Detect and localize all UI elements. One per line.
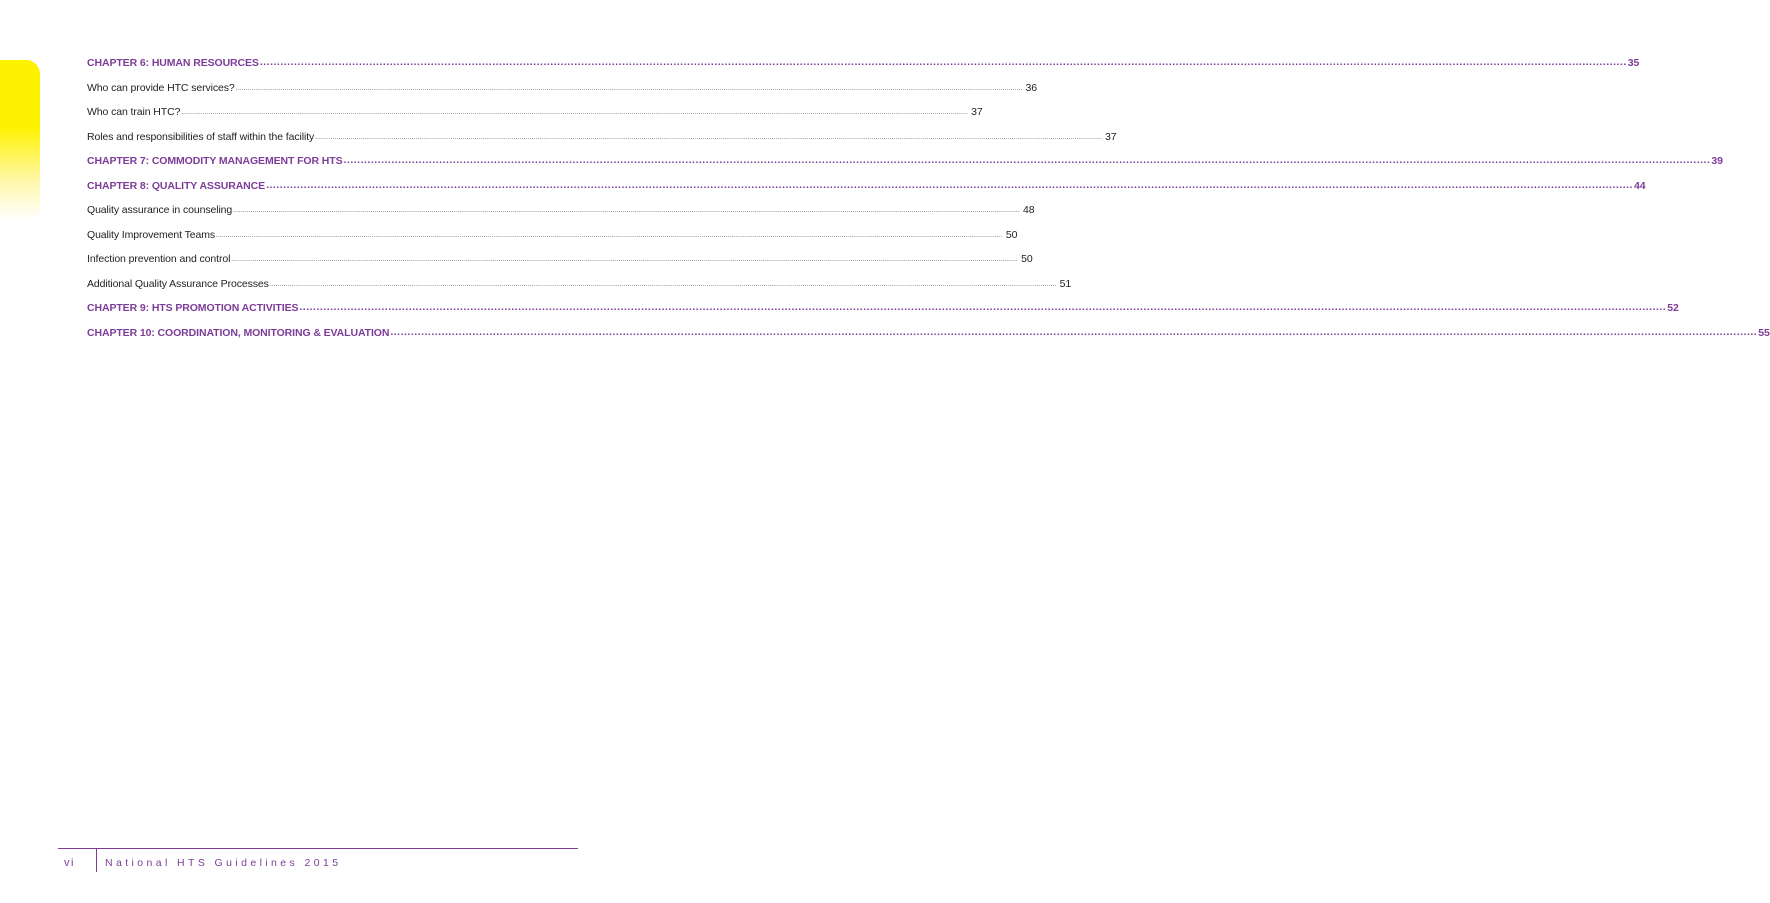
toc-entry-label: Quality Improvement Teams xyxy=(87,228,216,241)
table-of-contents xyxy=(87,56,1770,351)
toc-entry-chapter-9[interactable] xyxy=(87,301,1679,327)
toc-entry-qi-teams[interactable] xyxy=(87,228,1018,254)
toc-entry-chapter-7[interactable] xyxy=(87,154,1723,180)
toc-entry-qa-counseling[interactable] xyxy=(87,204,1035,229)
dot-leader: ................................................................................................................................................................................................................................................................................................................................................................................................................ xyxy=(315,134,1102,141)
toc-entry-infection-prevention[interactable] xyxy=(87,253,1033,278)
dot-leader: ................................................................................................................................................................................................................................................................................................................................................................................................................ xyxy=(259,56,1627,68)
toc-entry-label: CHAPTER 8: QUALITY ASSURANCE xyxy=(87,179,266,192)
toc-entry-additional-qa[interactable] xyxy=(87,277,1072,303)
toc-entry-label: Who can provide HTC services? xyxy=(87,81,235,94)
toc-entry-page: 51 xyxy=(1059,277,1072,290)
toc-entry-page: 50 xyxy=(1005,228,1018,241)
toc-entry-roles[interactable] xyxy=(87,130,1117,156)
dot-leader: ................................................................................................................................................................................................................................................................................................................................................................................................................ xyxy=(235,85,1023,92)
toc-entry-chapter-6[interactable] xyxy=(87,56,1640,82)
footer-page-number: vi xyxy=(64,857,75,869)
toc-entry-page: 52 xyxy=(1667,302,1679,314)
dot-leader: ................................................................................................................................................................................................................................................................................................................................................................................................................ xyxy=(269,281,1057,288)
toc-entry-page: 44 xyxy=(1633,179,1646,192)
footer-rule xyxy=(58,848,578,849)
toc-entry-page: 48 xyxy=(1022,204,1035,216)
dot-leader: ................................................................................................................................................................................................................................................................................................................................................................................................................ xyxy=(390,325,1758,338)
toc-entry-chapter-8[interactable] xyxy=(87,178,1646,205)
toc-entry-label: Quality assurance in counseling xyxy=(87,204,233,216)
toc-entry-chapter-10[interactable] xyxy=(87,325,1770,352)
toc-entry-label: CHAPTER 10: COORDINATION, MONITORING & EVALUATION xyxy=(87,326,390,339)
toc-entry-page: 39 xyxy=(1711,155,1723,167)
dot-leader: ................................................................................................................................................................................................................................................................................................................................................................................................................ xyxy=(266,178,1633,191)
toc-entry-who-can-train[interactable] xyxy=(87,106,983,131)
dot-leader: ................................................................................................................................................................................................................................................................................................................................................................................................................ xyxy=(343,154,1711,166)
toc-entry-label: CHAPTER 7: COMMODITY MANAGEMENT FOR HTS xyxy=(87,155,343,167)
toc-entry-page: 36 xyxy=(1025,81,1037,94)
yellow-side-tab xyxy=(0,60,40,220)
toc-entry-who-can-provide[interactable] xyxy=(87,81,1037,107)
dot-leader: ................................................................................................................................................................................................................................................................................................................................................................................................................ xyxy=(233,208,1020,214)
toc-entry-page: 50 xyxy=(1021,253,1033,265)
dot-leader: ................................................................................................................................................................................................................................................................................................................................................................................................................ xyxy=(231,257,1019,263)
toc-entry-label: Roles and responsibilities of staff within the facility xyxy=(87,130,315,143)
toc-entry-page: 37 xyxy=(971,106,983,118)
toc-entry-label: CHAPTER 9: HTS PROMOTION ACTIVITIES xyxy=(87,302,299,314)
toc-entry-page: 55 xyxy=(1758,326,1770,339)
footer-title: National HTS Guidelines 2015 xyxy=(105,857,342,869)
footer-divider xyxy=(96,848,97,872)
toc-entry-label: Who can train HTC? xyxy=(87,106,181,118)
dot-leader: ................................................................................................................................................................................................................................................................................................................................................................................................................ xyxy=(299,301,1667,313)
toc-entry-page: 37 xyxy=(1104,130,1117,143)
toc-entry-label: Infection prevention and control xyxy=(87,253,231,265)
dot-leader: ................................................................................................................................................................................................................................................................................................................................................................................................................ xyxy=(181,110,969,116)
toc-entry-page: 35 xyxy=(1627,57,1640,69)
dot-leader: ................................................................................................................................................................................................................................................................................................................................................................................................................ xyxy=(216,232,1003,239)
toc-entry-label: Additional Quality Assurance Processes xyxy=(87,277,269,290)
toc-entry-label: CHAPTER 6: HUMAN RESOURCES xyxy=(87,57,259,69)
